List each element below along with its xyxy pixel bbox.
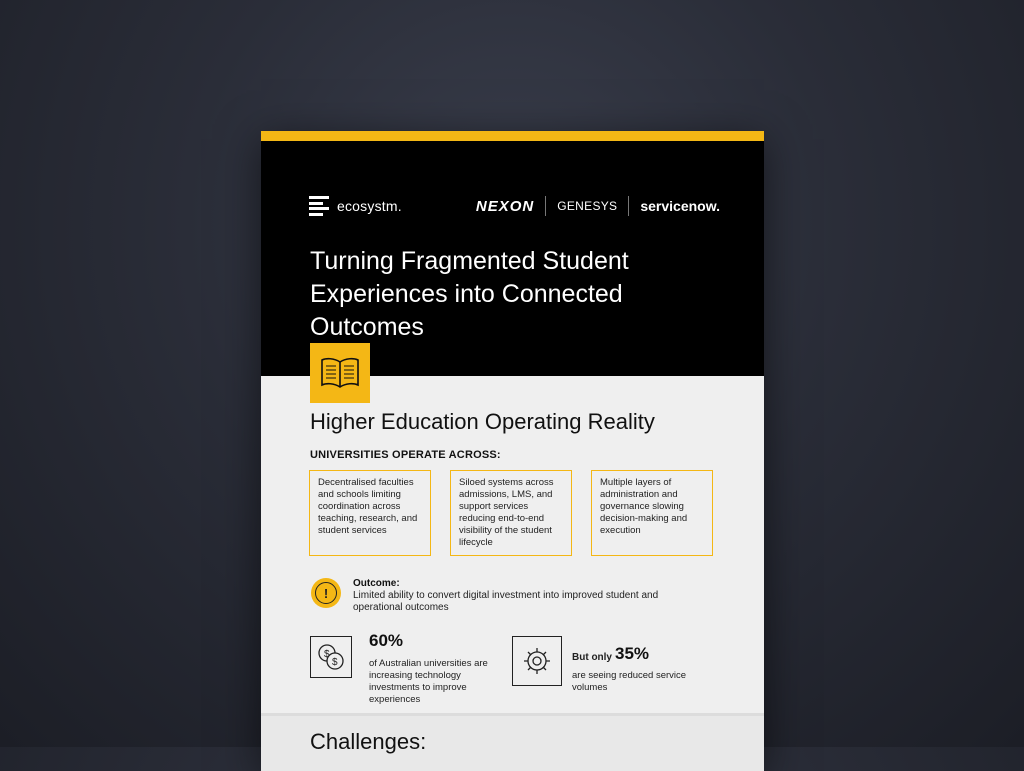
outcome-text: Limited ability to convert digital investment into improved student and operational outcomes xyxy=(353,590,659,613)
logo-row xyxy=(309,193,720,219)
document-cover xyxy=(261,131,764,771)
hero-banner xyxy=(261,141,764,376)
section-heading: Higher Education Operating Reality xyxy=(310,409,655,434)
servicenow-logo: servicenow. xyxy=(640,198,720,214)
stat-value: 60% xyxy=(369,631,404,650)
section-subheading: UNIVERSITIES OPERATE ACROSS: xyxy=(310,449,501,461)
partner-logos xyxy=(476,196,720,216)
ecosystm-logo xyxy=(309,196,402,216)
top-accent-bar xyxy=(261,131,764,141)
nexon-logo: NEXON xyxy=(475,197,535,215)
warning-icon: ! xyxy=(311,578,341,608)
next-section xyxy=(261,713,764,771)
brand-name: ecosystm. xyxy=(337,198,402,214)
genesys-logo: GENESYS xyxy=(557,199,618,213)
divider xyxy=(545,196,546,216)
stat-text: are seeing reduced service volumes xyxy=(572,670,687,693)
challenges-heading: Challenges: xyxy=(310,729,427,754)
stat-prefix: But only xyxy=(572,652,612,663)
stat-text: of Australian universities are increasing technology investments to improve experiences xyxy=(369,658,488,705)
outcome-label: Outcome: xyxy=(353,578,400,589)
info-card: Siloed systems across admissions, LMS, and support services reducing end-to-end visibility of the student lifecycle xyxy=(450,470,572,556)
ecosystm-logo-icon xyxy=(309,196,329,216)
divider xyxy=(628,196,629,216)
stat-value: 35% xyxy=(615,644,650,663)
document-title: Turning Fragmented Student Experiences into Connected Outcomes xyxy=(310,247,629,341)
svg-text:$: $ xyxy=(332,657,338,668)
info-card: Decentralised faculties and schools limiting coordination across teaching, research, and student services xyxy=(309,470,431,556)
open-book-icon xyxy=(310,343,370,403)
gear-wrench-icon xyxy=(512,636,562,686)
dollar-coins-icon xyxy=(310,636,352,678)
info-card: Multiple layers of administration and governance slowing decision-making and execution xyxy=(591,470,713,556)
svg-text:$: $ xyxy=(324,649,330,660)
